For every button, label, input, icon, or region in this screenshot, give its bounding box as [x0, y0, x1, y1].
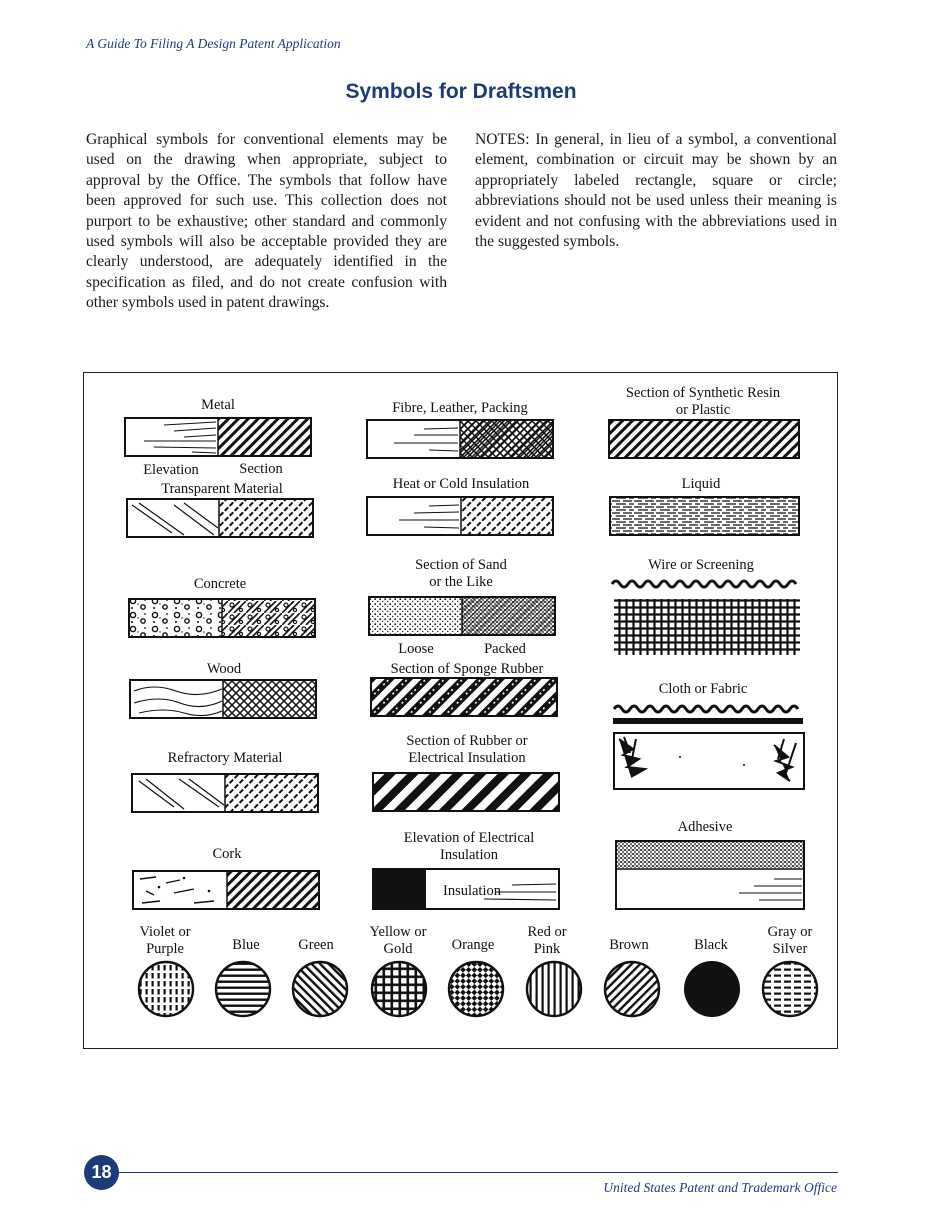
- sand-symbol: [369, 597, 555, 635]
- color-green-line2: Green: [298, 937, 334, 953]
- color-brown-line2: Brown: [609, 937, 649, 953]
- elec-elevation-inner-text: Insulation: [443, 883, 501, 899]
- color-gray-line1: Gray or: [767, 924, 813, 940]
- refractory-symbol: [132, 774, 318, 812]
- footer-rule: [100, 1172, 838, 1173]
- elec-elevation-label-line2: Insulation: [440, 847, 498, 863]
- cloth-symbol: [613, 706, 804, 789]
- metal-symbol: [125, 418, 311, 456]
- concrete-label: Concrete: [193, 576, 247, 592]
- color-black-swatch: [684, 961, 740, 1017]
- footer-organization: United States Patent and Trademark Office: [603, 1180, 837, 1195]
- color-yellow-swatch: [372, 962, 426, 1016]
- color-blue-swatch: [216, 962, 270, 1016]
- concrete-symbol: [129, 599, 315, 637]
- color-violet-line1: Violet or: [139, 924, 191, 940]
- synthetic-symbol: [609, 420, 799, 458]
- metal-label: Metal: [201, 397, 235, 413]
- refractory-label: Refractory Material: [167, 750, 283, 766]
- fibre-symbol: [367, 420, 553, 458]
- color-red-swatch: [527, 962, 581, 1016]
- adhesive-symbol: [616, 841, 804, 909]
- synthetic-label-line2: or Plastic: [675, 402, 731, 418]
- sand-packed-label: Packed: [484, 641, 526, 657]
- color-symbols: [139, 924, 817, 1017]
- color-red-line1: Red or: [527, 924, 567, 940]
- wire-label: Wire or Screening: [648, 557, 754, 573]
- color-blue-line2: Blue: [232, 937, 260, 953]
- color-orange-line2: Orange: [451, 937, 495, 953]
- color-yellow-line2: Gold: [383, 941, 413, 957]
- liquid-label: Liquid: [681, 476, 721, 492]
- heat-cold-label: Heat or Cold Insulation: [392, 476, 530, 492]
- cloth-label: Cloth or Fabric: [658, 681, 748, 697]
- sponge-symbol: [371, 678, 557, 716]
- adhesive-label: Adhesive: [677, 819, 733, 835]
- cork-symbol: [133, 871, 319, 909]
- color-yellow-line1: Yellow or: [369, 924, 427, 940]
- cork-label: Cork: [212, 846, 242, 862]
- color-violet-line2: Purple: [146, 941, 184, 957]
- metal-section-label: Section: [239, 461, 283, 477]
- fibre-label: Fibre, Leather, Packing: [392, 400, 528, 416]
- rubber-symbol: [373, 773, 559, 811]
- elec-elevation-label-line1: Elevation of Electrical: [403, 830, 535, 846]
- color-red-line2: Pink: [533, 941, 561, 957]
- color-violet-swatch: [139, 962, 193, 1016]
- rubber-label-line2: Electrical Insulation: [408, 750, 526, 766]
- wire-symbol: [612, 581, 800, 655]
- transparent-symbol: [127, 499, 313, 537]
- sand-label-line1: Section of Sand: [415, 557, 507, 573]
- page-number-badge: 18: [84, 1155, 119, 1190]
- liquid-symbol: [610, 497, 799, 535]
- notes-paragraph: NOTES: In general, in lieu of a symbol, a conventional element, combination or circuit may be shown by an appropriately labeled rectangle, square or circle; abbreviations should not be used unless their meaning is evident and not confusing with the abbreviations used in the suggested symbols.: [475, 131, 837, 251]
- metal-elevation-label: Elevation: [143, 462, 199, 478]
- color-gray-line2: Silver: [772, 941, 808, 957]
- symbols-drawing: [84, 373, 839, 1050]
- wood-label: Wood: [206, 661, 242, 677]
- intro-paragraph: Graphical symbols for conventional elements may be used on the drawing when appropriate, subject to approval by the Office. The symbols that follow have been approved for such use. This collection does not purport to be exhaustive; other standard and commonly used symbols will also be acceptable provided they are clearly understood, are adequately identified in the specification as filed, and do not create confusion with other symbols used in patent drawings.: [86, 131, 447, 312]
- color-orange-swatch: [449, 962, 503, 1016]
- running-header: A Guide To Filing A Design Patent Application: [86, 36, 341, 51]
- sponge-label: Section of Sponge Rubber: [390, 661, 544, 677]
- sand-loose-label: Loose: [398, 641, 434, 657]
- wood-symbol: [130, 680, 316, 718]
- sand-label-line2: or the Like: [429, 574, 493, 590]
- page-title: Symbols for Draftsmen: [345, 80, 577, 103]
- color-gray-swatch: [763, 962, 817, 1016]
- synthetic-label-line1: Section of Synthetic Resin: [625, 385, 781, 401]
- color-green-swatch: [293, 962, 347, 1016]
- color-brown-swatch: [605, 962, 659, 1016]
- rubber-label-line1: Section of Rubber or: [406, 733, 528, 749]
- color-black-line2: Black: [694, 937, 728, 953]
- heat-cold-symbol: [367, 497, 553, 535]
- symbols-figure: [83, 372, 838, 1049]
- transparent-label: Transparent Material: [161, 481, 283, 497]
